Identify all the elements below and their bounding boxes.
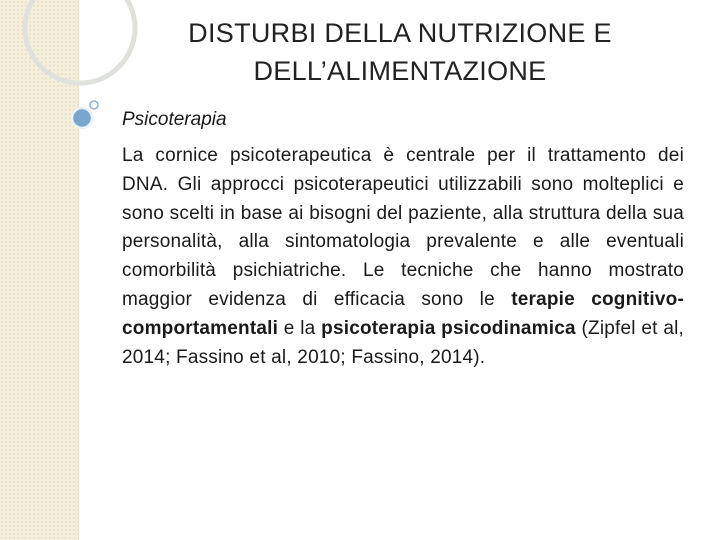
subheading: Psicoterapia (122, 109, 227, 130)
slide-title (140, 14, 660, 90)
large-ring-circle (25, 0, 135, 83)
title-line-2: DELL’ALIMENTAZIONE (253, 56, 547, 86)
body-bold-term-1: terapie cognitivo- comportamentali (122, 288, 684, 339)
title-line-1: DISTURBI DELLA NUTRIZIONE E (188, 18, 612, 48)
body-bold-term-2: psicoterapia psicodinamica (321, 317, 576, 339)
body-text-part-2: e la (278, 317, 322, 339)
filled-bullet-circle (72, 108, 92, 128)
small-ring-circle (90, 101, 98, 109)
body-text-part-3: (Zipfel et al, 2014; Fassino et al, 2010; Fassino, 2014). (122, 317, 684, 368)
body-text-part-1: La cornice psicoterapeutica è centrale per il trattamento dei DNA. Gli approcci psicoterapeutici utilizzabili sono molteplici e sono scelti in base ai bisogni del paziente, alla struttura della sua personalità, alla sintomatologia prevalente e alle eventuali comorbilità psichiatriche. Le tecniche che hanno mostrato maggior evidenza di efficacia sono le (122, 145, 684, 310)
body-paragraph (122, 142, 684, 372)
